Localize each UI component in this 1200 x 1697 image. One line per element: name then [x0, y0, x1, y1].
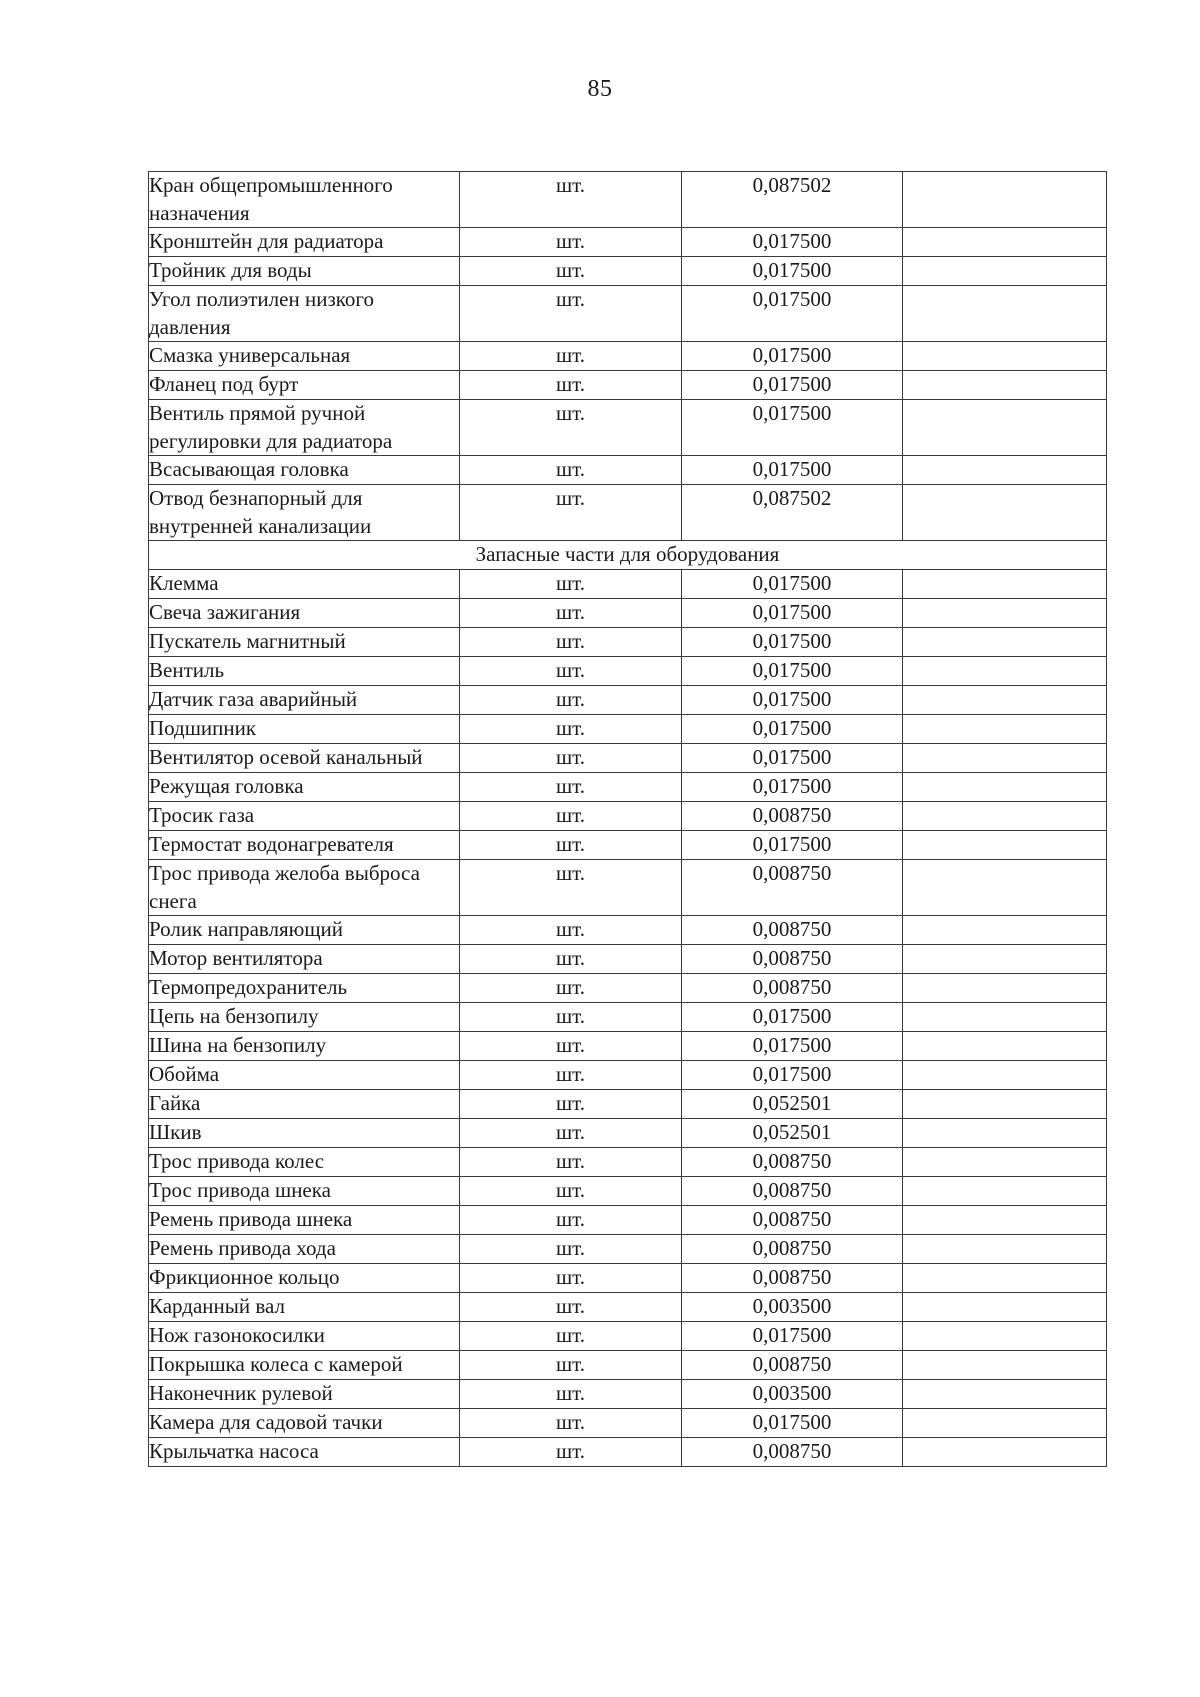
- unit-cell: шт.: [460, 802, 682, 831]
- item-name-cell: Кран общепромышленного назначения: [149, 172, 460, 228]
- table-row: [149, 342, 1107, 371]
- unit-cell: шт.: [460, 916, 682, 945]
- table-row: [149, 831, 1107, 860]
- table-row: [149, 1119, 1107, 1148]
- unit-cell: шт.: [460, 1032, 682, 1061]
- unit-cell: шт.: [460, 228, 682, 257]
- quantity-cell: 0,008750: [682, 860, 903, 916]
- item-name-cell: Фрикционное кольцо: [149, 1264, 460, 1293]
- item-name-cell: Вентилятор осевой канальный: [149, 744, 460, 773]
- item-name-cell: Ролик направляющий: [149, 916, 460, 945]
- unit-cell: шт.: [460, 599, 682, 628]
- item-name-cell: Камера для садовой тачки: [149, 1409, 460, 1438]
- empty-cell: [903, 1235, 1107, 1264]
- unit-cell: шт.: [460, 1148, 682, 1177]
- unit-cell: шт.: [460, 1409, 682, 1438]
- empty-cell: [903, 172, 1107, 228]
- item-name-cell: Термопредохранитель: [149, 974, 460, 1003]
- item-name-cell: Крыльчатка насоса: [149, 1438, 460, 1467]
- table-row: [149, 1090, 1107, 1119]
- empty-cell: [903, 657, 1107, 686]
- empty-cell: [903, 974, 1107, 1003]
- unit-cell: шт.: [460, 628, 682, 657]
- unit-cell: шт.: [460, 831, 682, 860]
- item-name-cell: Подшипник: [149, 715, 460, 744]
- item-name-cell: Трос привода желоба выброса снега: [149, 860, 460, 916]
- table-row: [149, 1322, 1107, 1351]
- item-name-cell: Мотор вентилятора: [149, 945, 460, 974]
- unit-cell: шт.: [460, 1090, 682, 1119]
- item-name-cell: Вентиль прямой ручной регулировки для радиатора: [149, 400, 460, 456]
- unit-cell: шт.: [460, 400, 682, 456]
- quantity-cell: 0,087502: [682, 485, 903, 541]
- unit-cell: шт.: [460, 1177, 682, 1206]
- quantity-cell: 0,017500: [682, 657, 903, 686]
- unit-cell: шт.: [460, 1264, 682, 1293]
- quantity-cell: 0,017500: [682, 628, 903, 657]
- empty-cell: [903, 1438, 1107, 1467]
- quantity-cell: 0,008750: [682, 1351, 903, 1380]
- table-row: [149, 257, 1107, 286]
- empty-cell: [903, 1380, 1107, 1409]
- section-row: [149, 541, 1107, 570]
- unit-cell: шт.: [460, 945, 682, 974]
- item-name-cell: Карданный вал: [149, 1293, 460, 1322]
- item-name-cell: Тросик газа: [149, 802, 460, 831]
- table-row: [149, 1003, 1107, 1032]
- quantity-cell: 0,017500: [682, 342, 903, 371]
- quantity-cell: 0,017500: [682, 1061, 903, 1090]
- quantity-cell: 0,008750: [682, 916, 903, 945]
- table-row: [149, 686, 1107, 715]
- empty-cell: [903, 599, 1107, 628]
- item-name-cell: Свеча зажигания: [149, 599, 460, 628]
- unit-cell: шт.: [460, 485, 682, 541]
- item-name-cell: Угол полиэтилен низкого давления: [149, 286, 460, 342]
- item-name-cell: Тройник для воды: [149, 257, 460, 286]
- table-row: [149, 916, 1107, 945]
- unit-cell: шт.: [460, 974, 682, 1003]
- empty-cell: [903, 1061, 1107, 1090]
- unit-cell: шт.: [460, 686, 682, 715]
- empty-cell: [903, 1177, 1107, 1206]
- empty-cell: [903, 715, 1107, 744]
- unit-cell: шт.: [460, 744, 682, 773]
- table-row: [149, 570, 1107, 599]
- item-name-cell: Гайка: [149, 1090, 460, 1119]
- quantity-cell: 0,017500: [682, 228, 903, 257]
- unit-cell: шт.: [460, 286, 682, 342]
- quantity-cell: 0,017500: [682, 400, 903, 456]
- page-number: 85: [587, 76, 613, 102]
- unit-cell: шт.: [460, 657, 682, 686]
- empty-cell: [903, 1264, 1107, 1293]
- quantity-cell: 0,008750: [682, 802, 903, 831]
- quantity-cell: 0,008750: [682, 945, 903, 974]
- table-row: [149, 172, 1107, 228]
- quantity-cell: 0,017500: [682, 1032, 903, 1061]
- empty-cell: [903, 485, 1107, 541]
- item-name-cell: Смазка универсальная: [149, 342, 460, 371]
- unit-cell: шт.: [460, 1293, 682, 1322]
- table-row: [149, 802, 1107, 831]
- table-row: [149, 744, 1107, 773]
- table-row: [149, 1148, 1107, 1177]
- item-name-cell: Вентиль: [149, 657, 460, 686]
- quantity-cell: 0,017500: [682, 773, 903, 802]
- table-body: [149, 172, 1107, 1467]
- empty-cell: [903, 342, 1107, 371]
- empty-cell: [903, 945, 1107, 974]
- table-row: [149, 715, 1107, 744]
- empty-cell: [903, 1293, 1107, 1322]
- table-row: [149, 400, 1107, 456]
- item-name-cell: Фланец под бурт: [149, 371, 460, 400]
- empty-cell: [903, 1409, 1107, 1438]
- item-name-cell: Шкив: [149, 1119, 460, 1148]
- quantity-cell: 0,017500: [682, 286, 903, 342]
- table-row: [149, 599, 1107, 628]
- empty-cell: [903, 257, 1107, 286]
- empty-cell: [903, 916, 1107, 945]
- unit-cell: шт.: [460, 1061, 682, 1090]
- item-name-cell: Наконечник рулевой: [149, 1380, 460, 1409]
- unit-cell: шт.: [460, 1351, 682, 1380]
- quantity-cell: 0,008750: [682, 1177, 903, 1206]
- quantity-cell: 0,017500: [682, 1003, 903, 1032]
- unit-cell: шт.: [460, 342, 682, 371]
- table-row: [149, 228, 1107, 257]
- empty-cell: [903, 1032, 1107, 1061]
- table-row: [149, 1293, 1107, 1322]
- table-row: [149, 1032, 1107, 1061]
- table-row: [149, 1061, 1107, 1090]
- item-name-cell: Трос привода шнека: [149, 1177, 460, 1206]
- quantity-cell: 0,008750: [682, 1235, 903, 1264]
- unit-cell: шт.: [460, 860, 682, 916]
- empty-cell: [903, 686, 1107, 715]
- quantity-cell: 0,017500: [682, 715, 903, 744]
- table-row: [149, 1380, 1107, 1409]
- unit-cell: шт.: [460, 456, 682, 485]
- item-name-cell: Цепь на бензопилу: [149, 1003, 460, 1032]
- unit-cell: шт.: [460, 1438, 682, 1467]
- empty-cell: [903, 1003, 1107, 1032]
- item-name-cell: Термостат водонагревателя: [149, 831, 460, 860]
- table-row: [149, 1351, 1107, 1380]
- unit-cell: шт.: [460, 1206, 682, 1235]
- empty-cell: [903, 1148, 1107, 1177]
- table-row: [149, 657, 1107, 686]
- quantity-cell: 0,087502: [682, 172, 903, 228]
- unit-cell: шт.: [460, 1380, 682, 1409]
- empty-cell: [903, 744, 1107, 773]
- unit-cell: шт.: [460, 257, 682, 286]
- quantity-cell: 0,003500: [682, 1380, 903, 1409]
- item-name-cell: Обойма: [149, 1061, 460, 1090]
- quantity-cell: 0,017500: [682, 1322, 903, 1351]
- quantity-cell: 0,017500: [682, 570, 903, 599]
- empty-cell: [903, 371, 1107, 400]
- empty-cell: [903, 1351, 1107, 1380]
- unit-cell: шт.: [460, 1119, 682, 1148]
- quantity-cell: 0,008750: [682, 1264, 903, 1293]
- unit-cell: шт.: [460, 172, 682, 228]
- quantity-cell: 0,017500: [682, 686, 903, 715]
- table-row: [149, 1235, 1107, 1264]
- table-row: [149, 773, 1107, 802]
- empty-cell: [903, 1090, 1107, 1119]
- empty-cell: [903, 860, 1107, 916]
- item-name-cell: Клемма: [149, 570, 460, 599]
- unit-cell: шт.: [460, 1003, 682, 1032]
- item-name-cell: Шина на бензопилу: [149, 1032, 460, 1061]
- item-name-cell: Покрышка колеса с камерой: [149, 1351, 460, 1380]
- table-row: [149, 485, 1107, 541]
- item-name-cell: Ремень привода хода: [149, 1235, 460, 1264]
- table-row: [149, 1264, 1107, 1293]
- quantity-cell: 0,017500: [682, 371, 903, 400]
- consumables-table: [148, 171, 1107, 1467]
- empty-cell: [903, 286, 1107, 342]
- table-row: [149, 371, 1107, 400]
- empty-cell: [903, 570, 1107, 599]
- quantity-cell: 0,017500: [682, 744, 903, 773]
- quantity-cell: 0,017500: [682, 599, 903, 628]
- empty-cell: [903, 628, 1107, 657]
- table-row: [149, 860, 1107, 916]
- empty-cell: [903, 1206, 1107, 1235]
- table-row: [149, 1206, 1107, 1235]
- unit-cell: шт.: [460, 1235, 682, 1264]
- unit-cell: шт.: [460, 715, 682, 744]
- table-row: [149, 945, 1107, 974]
- item-name-cell: Трос привода колес: [149, 1148, 460, 1177]
- empty-cell: [903, 1119, 1107, 1148]
- item-name-cell: Пускатель магнитный: [149, 628, 460, 657]
- quantity-cell: 0,017500: [682, 1409, 903, 1438]
- quantity-cell: 0,052501: [682, 1119, 903, 1148]
- empty-cell: [903, 228, 1107, 257]
- empty-cell: [903, 831, 1107, 860]
- item-name-cell: Нож газонокосилки: [149, 1322, 460, 1351]
- empty-cell: [903, 802, 1107, 831]
- quantity-cell: 0,008750: [682, 1438, 903, 1467]
- empty-cell: [903, 456, 1107, 485]
- item-name-cell: Всасывающая головка: [149, 456, 460, 485]
- table-row: [149, 1177, 1107, 1206]
- unit-cell: шт.: [460, 570, 682, 599]
- quantity-cell: 0,008750: [682, 1148, 903, 1177]
- item-name-cell: Режущая головка: [149, 773, 460, 802]
- item-name-cell: Отвод безнапорный для внутренней канализации: [149, 485, 460, 541]
- item-name-cell: Датчик газа аварийный: [149, 686, 460, 715]
- unit-cell: шт.: [460, 371, 682, 400]
- quantity-cell: 0,052501: [682, 1090, 903, 1119]
- quantity-cell: 0,017500: [682, 257, 903, 286]
- unit-cell: шт.: [460, 1322, 682, 1351]
- quantity-cell: 0,008750: [682, 974, 903, 1003]
- empty-cell: [903, 773, 1107, 802]
- quantity-cell: 0,017500: [682, 831, 903, 860]
- quantity-cell: 0,017500: [682, 456, 903, 485]
- table-row: [149, 456, 1107, 485]
- empty-cell: [903, 400, 1107, 456]
- quantity-cell: 0,003500: [682, 1293, 903, 1322]
- table-row: [149, 628, 1107, 657]
- table-row: [149, 286, 1107, 342]
- quantity-cell: 0,008750: [682, 1206, 903, 1235]
- table-row: [149, 1409, 1107, 1438]
- table-row: [149, 974, 1107, 1003]
- empty-cell: [903, 1322, 1107, 1351]
- table-row: [149, 1438, 1107, 1467]
- item-name-cell: Ремень привода шнека: [149, 1206, 460, 1235]
- unit-cell: шт.: [460, 773, 682, 802]
- item-name-cell: Кронштейн для радиатора: [149, 228, 460, 257]
- section-title: Запасные части для оборудования: [149, 541, 1107, 570]
